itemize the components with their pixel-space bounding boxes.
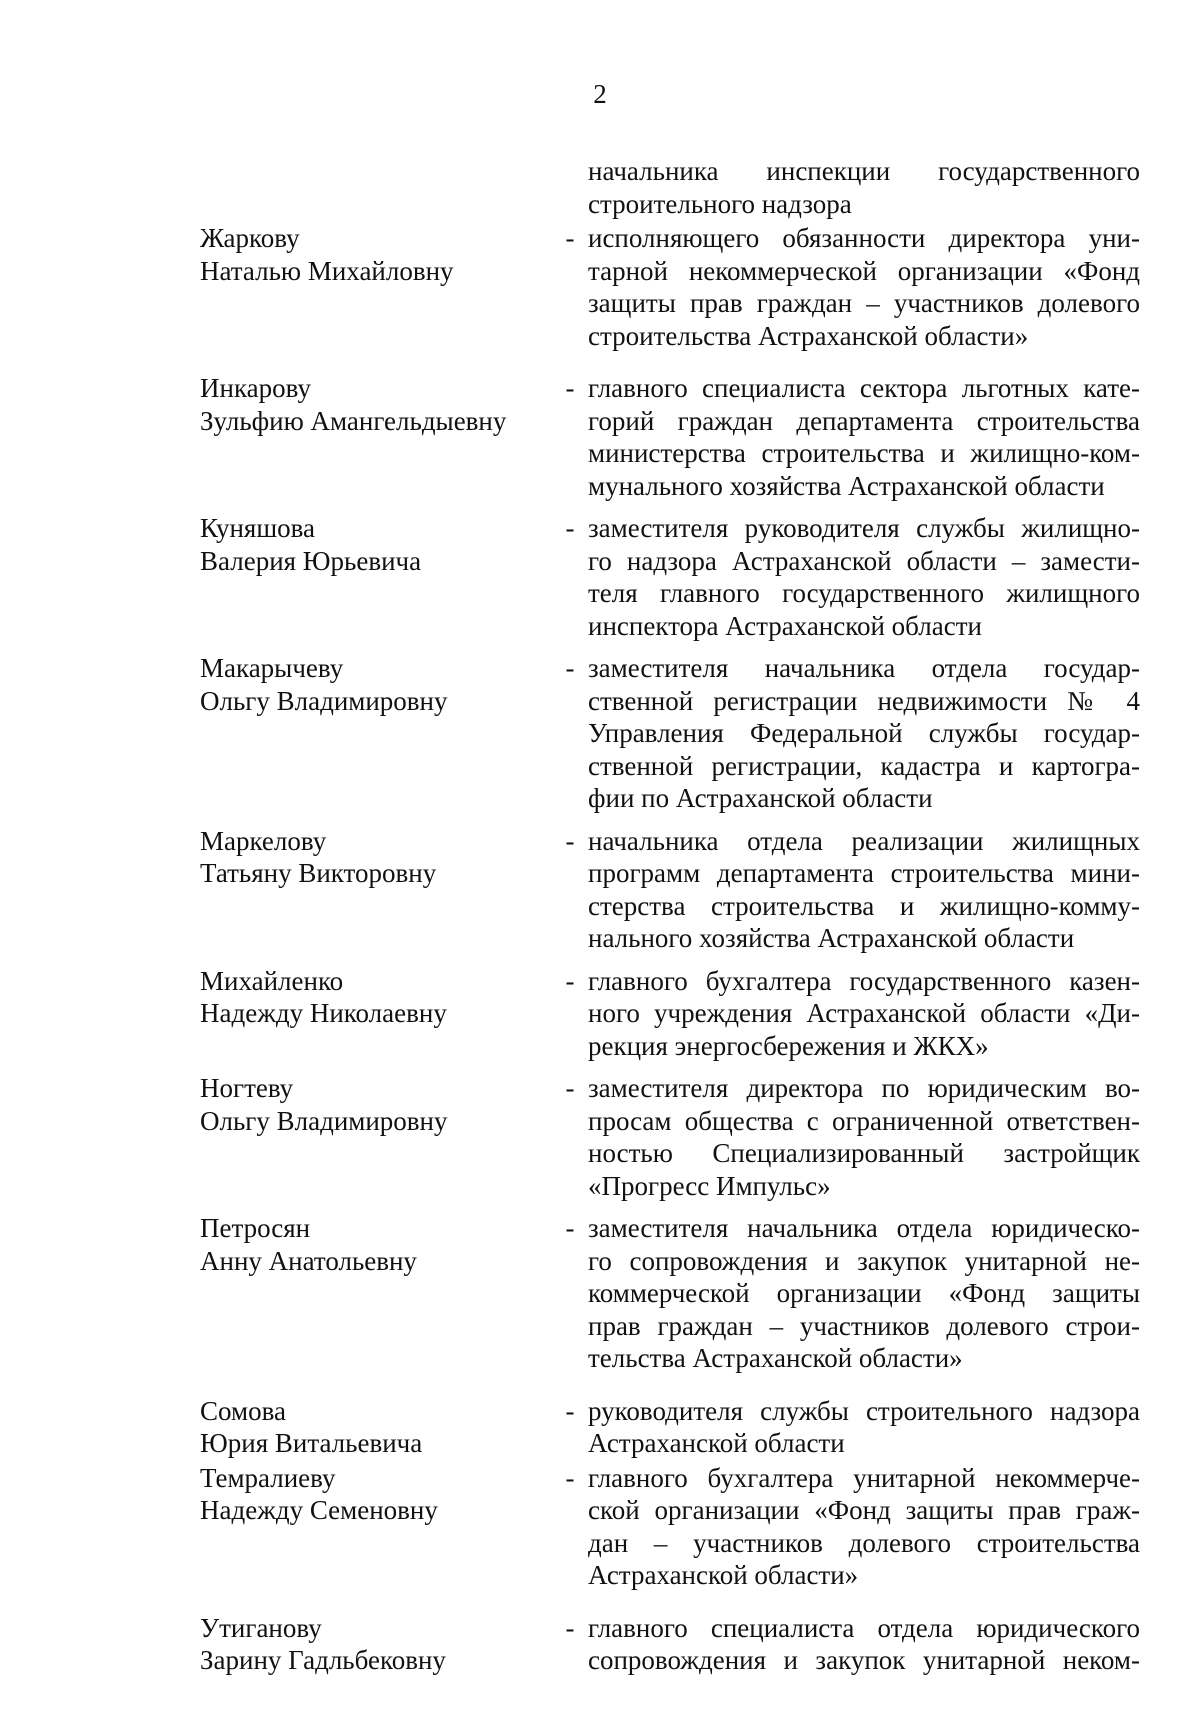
position-line: Управления Федеральной службы государ-	[588, 718, 1140, 748]
appointee-surname: Ногтеву	[200, 1073, 294, 1103]
entry-dash: -	[565, 1073, 575, 1103]
appointee-given-names: Валерия Юрьевича	[200, 545, 422, 576]
appointee-surname: Темралиеву	[200, 1462, 336, 1493]
appointee-given-names: Ольгу Владимировну	[200, 685, 448, 716]
appointee-entry	[200, 222, 1140, 352]
appointee-given-names: Зульфию Амангельдыевну	[200, 405, 507, 436]
appointee-surname: Маркелову	[200, 825, 327, 856]
appointee-entry	[200, 1612, 1140, 1677]
entry-dash: -	[565, 1395, 575, 1426]
appointee-surname: Сомова	[200, 1395, 286, 1426]
position-line: главного специалиста сектора льготных кате-	[588, 373, 1140, 403]
position-line: тарной некоммерческой организации «Фонд	[588, 255, 1140, 286]
entry-dash: -	[565, 653, 575, 683]
position-line: рекция энергосбережения и ЖКХ»	[588, 1030, 989, 1061]
position-line: программ департамента строительства мини-	[588, 858, 1140, 888]
entry-dash: -	[565, 1612, 575, 1643]
appointee-position	[588, 1212, 1140, 1375]
position-line: мунального хозяйства Астраханской области	[588, 470, 1105, 501]
entry-dash: -	[565, 965, 575, 996]
position-line: исполняющего обязанности директора уни-	[588, 223, 1140, 253]
position-line: го сопровождения и закупок унитарной не-	[588, 1245, 1140, 1276]
appointee-entry	[200, 652, 1140, 815]
appointee-name	[200, 1395, 552, 1460]
appointee-entry	[200, 372, 1140, 502]
appointee-position	[588, 965, 1140, 1063]
position-line: главного бухгалтера унитарной некоммерче-	[588, 1462, 1140, 1493]
position-line: просам общества с ограниченной ответствен-	[588, 1105, 1140, 1136]
appointee-name	[200, 1462, 552, 1592]
appointee-entry	[200, 1395, 1140, 1460]
appointee-name	[200, 652, 552, 815]
position-line: горий граждан департамента строительства	[588, 405, 1140, 436]
position-line: министерства строительства и жилищно-ком-	[588, 438, 1140, 468]
position-line: дан – участников долевого строительства	[588, 1527, 1140, 1558]
entry-dash: -	[565, 373, 575, 403]
appointee-surname: Петросян	[200, 1213, 311, 1243]
lead-line: начальника инспекции государственного	[588, 156, 1140, 186]
appointee-entry	[200, 1072, 1140, 1202]
position-line: заместителя начальника отдела юридическо-	[588, 1213, 1140, 1243]
appointee-entry	[200, 965, 1140, 1063]
appointee-given-names: Зарину Гадльбековну	[200, 1645, 446, 1675]
position-line: главного бухгалтера государственного казен-	[588, 965, 1140, 996]
appointee-given-names: Наталью Михайловну	[200, 255, 454, 286]
appointee-position	[588, 512, 1140, 642]
appointee-name	[200, 222, 552, 352]
entry-dash: -	[565, 1213, 575, 1243]
appointee-entry	[200, 825, 1140, 955]
appointee-surname: Инкарову	[200, 373, 311, 403]
continued-position-text	[588, 155, 1140, 220]
appointee-given-names: Надежду Николаевну	[200, 998, 447, 1028]
appointee-entry	[200, 1212, 1140, 1375]
appointee-surname: Куняшова	[200, 513, 316, 543]
appointee-entry	[200, 1462, 1140, 1592]
appointee-position	[588, 372, 1140, 502]
position-line: ностью Специализированный застройщик	[588, 1138, 1140, 1168]
position-line: фии по Астраханской области	[588, 783, 933, 813]
position-line: коммерческой организации «Фонд защиты	[588, 1278, 1140, 1308]
appointee-surname: Макарычеву	[200, 653, 344, 683]
appointee-given-names: Татьяну Викторовну	[200, 858, 437, 888]
position-line: тельства Астраханской области»	[588, 1343, 963, 1373]
position-line: ственной регистрации недвижимости № 4	[588, 685, 1140, 716]
appointee-position	[588, 1072, 1140, 1202]
entry-dash: -	[565, 1462, 575, 1493]
position-line: ного учреждения Астраханской области «Ди-	[588, 998, 1140, 1028]
entries-container	[200, 222, 1140, 1677]
appointee-name	[200, 965, 552, 1063]
appointee-name	[200, 825, 552, 955]
position-line: заместителя директора по юридическим во-	[588, 1073, 1140, 1103]
position-line: ственной регистрации, кадастра и картогра-	[588, 750, 1140, 781]
position-line: го надзора Астраханской области – замести-	[588, 545, 1140, 576]
position-line: стерства строительства и жилищно-комму-	[588, 890, 1140, 921]
position-line: «Прогресс Импульс»	[588, 1170, 831, 1201]
appointee-surname: Жаркову	[200, 223, 300, 253]
position-line: защиты прав граждан – участников долевого	[588, 288, 1140, 318]
position-line: Астраханской области	[588, 1428, 845, 1458]
position-line: нального хозяйства Астраханской области	[588, 923, 1075, 953]
appointee-position	[588, 825, 1140, 955]
position-line: прав граждан – участников долевого строи-	[588, 1310, 1140, 1341]
appointee-given-names: Ольгу Владимировну	[200, 1105, 448, 1136]
position-line: начальника отдела реализации жилищных	[588, 825, 1140, 856]
appointee-entry	[200, 512, 1140, 642]
appointee-list	[200, 155, 1140, 1679]
appointee-name	[200, 1072, 552, 1202]
entry-dash: -	[565, 223, 575, 253]
position-line: ской организации «Фонд защиты прав граж-	[588, 1495, 1140, 1525]
appointee-position	[588, 652, 1140, 815]
appointee-name	[200, 1212, 552, 1375]
position-line: Астраханской области»	[588, 1560, 859, 1590]
appointee-position	[588, 1395, 1140, 1460]
lead-line: строительного надзора	[588, 188, 852, 219]
position-line: заместителя начальника отдела государ-	[588, 653, 1140, 683]
appointee-name	[200, 1612, 552, 1677]
position-line: руководителя службы строительного надзора	[588, 1395, 1140, 1426]
appointee-position	[588, 1612, 1140, 1677]
entry-dash: -	[565, 825, 575, 856]
position-line: теля главного государственного жилищного	[588, 578, 1140, 608]
appointee-given-names: Анну Анатольевну	[200, 1245, 417, 1276]
entry-dash: -	[565, 513, 575, 543]
appointee-name	[200, 512, 552, 642]
position-line: главного специалиста отдела юридического	[588, 1612, 1140, 1643]
page-number: 2	[593, 79, 607, 109]
appointee-given-names: Надежду Семеновну	[200, 1495, 438, 1525]
appointee-surname: Михайленко	[200, 965, 344, 996]
position-line: инспектора Астраханской области	[588, 610, 982, 641]
appointee-surname: Утиганову	[200, 1612, 322, 1643]
appointee-given-names: Юрия Витальевича	[200, 1428, 423, 1458]
appointee-position	[588, 1462, 1140, 1592]
position-line: сопровождения и закупок унитарной неком-	[588, 1645, 1140, 1675]
appointee-name	[200, 372, 552, 502]
position-line: строительства Астраханской области»	[588, 320, 1029, 351]
appointee-position	[588, 222, 1140, 352]
position-line: заместителя руководителя службы жилищно-	[588, 513, 1140, 543]
